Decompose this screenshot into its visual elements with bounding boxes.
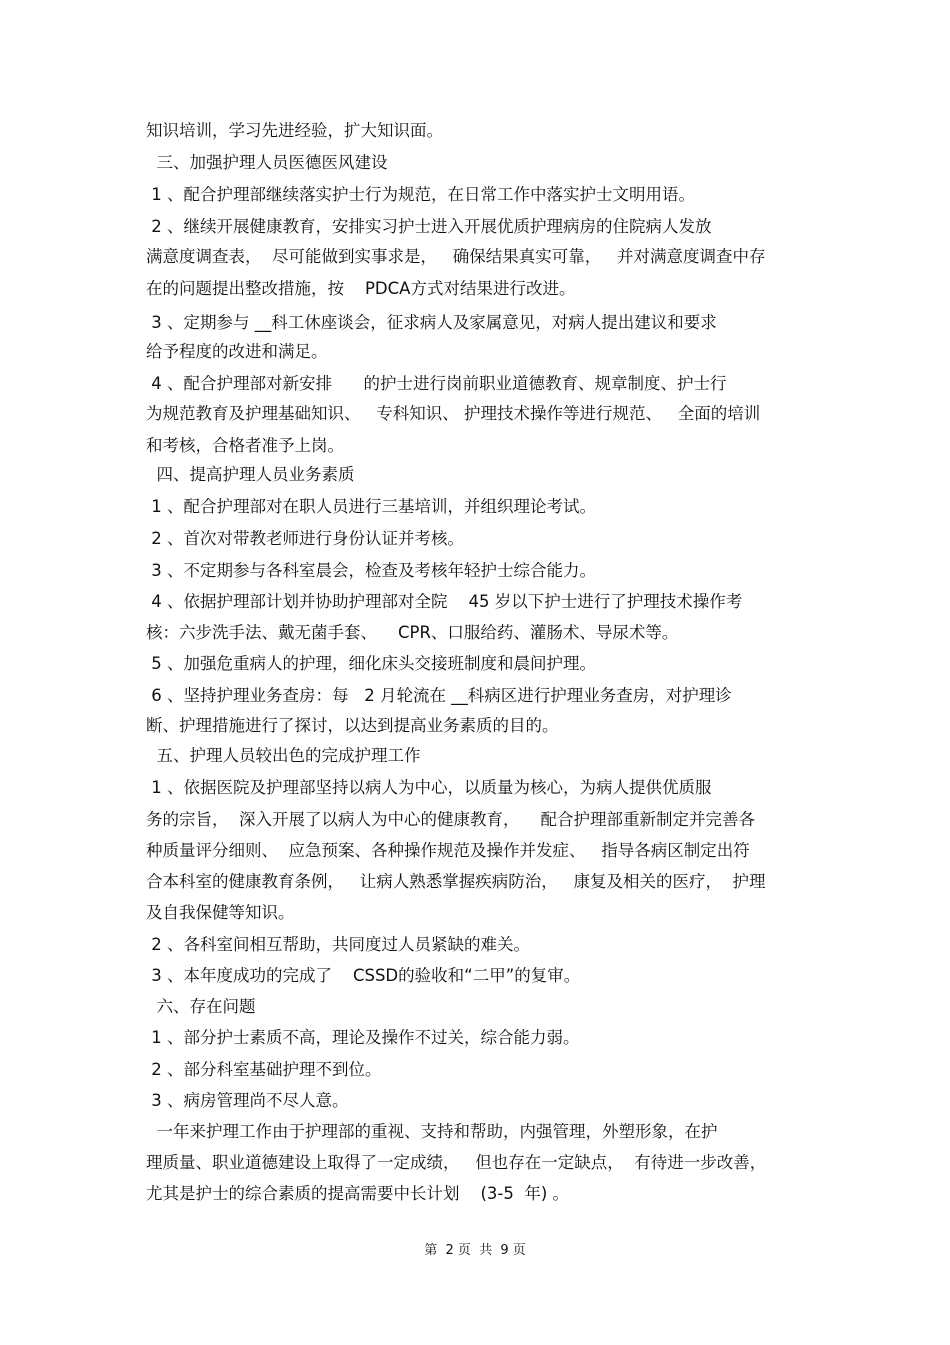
- text-line: 一年来护理工作由于护理部的重视、支持和帮助，内强管理，外塑形象，在护: [146, 1122, 718, 1141]
- text-line: 种质量评分细则、 应急预案、各种操作规范及操作并发症、 指导各病区制定出符: [146, 841, 750, 860]
- section-heading: 五、护理人员较出色的完成护理工作: [146, 746, 421, 765]
- section-heading: 三、加强护理人员医德医风建设: [146, 153, 388, 172]
- text-line: 理质量、职业道德建设上取得了一定成绩， 但也存在一定缺点， 有待进一步改善，: [146, 1153, 767, 1172]
- text-line: 2 、首次对带教老师进行身份认证并考核。: [146, 529, 464, 548]
- text-line: 6 、坚持护理业务查房：每 2 月轮流在 __科病区进行护理业务查房，对护理诊: [146, 686, 732, 705]
- text-line: 给予程度的改进和满足。: [146, 342, 328, 361]
- text-line: 3 、定期参与 __科工休座谈会，征求病人及家属意见，对病人提出建议和要求: [146, 313, 717, 332]
- section-heading: 四、提高护理人员业务素质: [146, 465, 355, 484]
- text-line: 2 、继续开展健康教育，安排实习护士进入开展优质护理病房的住院病人发放: [146, 217, 712, 236]
- text-line: 和考核，合格者准予上岗。: [146, 436, 344, 455]
- section-heading: 六、存在问题: [146, 997, 256, 1016]
- text-line: 在的问题提出整改措施，按 PDCA方式对结果进行改进。: [146, 279, 576, 298]
- text-line: 3 、病房管理尚不尽人意。: [146, 1091, 349, 1110]
- text-line: 核：六步洗手法、戴无菌手套、 CPR、口服给药、灌肠术、导尿术等。: [146, 623, 679, 642]
- text-line: 2 、各科室间相互帮助，共同度过人员紧缺的难关。: [146, 935, 530, 954]
- text-line: 1 、配合护理部对在职人员进行三基培训，并组织理论考试。: [146, 497, 596, 516]
- text-line: 及自我保健等知识。: [146, 903, 295, 922]
- text-line: 1 、配合护理部继续落实护士行为规范，在日常工作中落实护士文明用语。: [146, 185, 695, 204]
- text-line: 尤其是护士的综合素质的提高需要中长计划 (3-5 年) 。: [146, 1184, 570, 1203]
- text-line: 1 、依据医院及护理部坚持以病人为中心，以质量为核心，为病人提供优质服: [146, 778, 712, 797]
- page-number-footer: 第 2 页 共 9 页: [424, 1243, 526, 1258]
- text-line: 满意度调查表， 尽可能做到实事求是， 确保结果真实可靠， 并对满意度调查中存: [146, 247, 766, 266]
- text-line: 为规范教育及护理基础知识、 专科知识、 护理技术操作等进行规范、 全面的培训: [146, 404, 761, 423]
- text-line: 知识培训，学习先进经验，扩大知识面。: [146, 121, 443, 140]
- text-line: 务的宗旨， 深入开展了以病人为中心的健康教育， 配合护理部重新制定并完善各: [146, 810, 755, 829]
- text-line: 3 、不定期参与各科室晨会，检查及考核年轻护士综合能力。: [146, 561, 596, 580]
- text-line: 2 、部分科室基础护理不到位。: [146, 1060, 382, 1079]
- text-line: 合本科室的健康教育条例， 让病人熟悉掌握疾病防治， 康复及相关的医疗， 护理: [146, 872, 766, 891]
- text-line: 5 、加强危重病人的护理，细化床头交接班制度和晨间护理。: [146, 654, 596, 673]
- text-line: 3 、本年度成功的完成了 CSSD的验收和“二甲”的复审。: [146, 966, 581, 985]
- text-line: 1 、部分护士素质不高，理论及操作不过关，综合能力弱。: [146, 1028, 580, 1047]
- text-line: 断、护理措施进行了探讨，以达到提高业务素质的目的。: [146, 716, 559, 735]
- text-line: 4 、配合护理部对新安排 的护士进行岗前职业道德教育、规章制度、护士行: [146, 374, 727, 393]
- text-line: 4 、依据护理部计划并协助护理部对全院 45 岁以下护士进行了护理技术操作考: [146, 592, 743, 611]
